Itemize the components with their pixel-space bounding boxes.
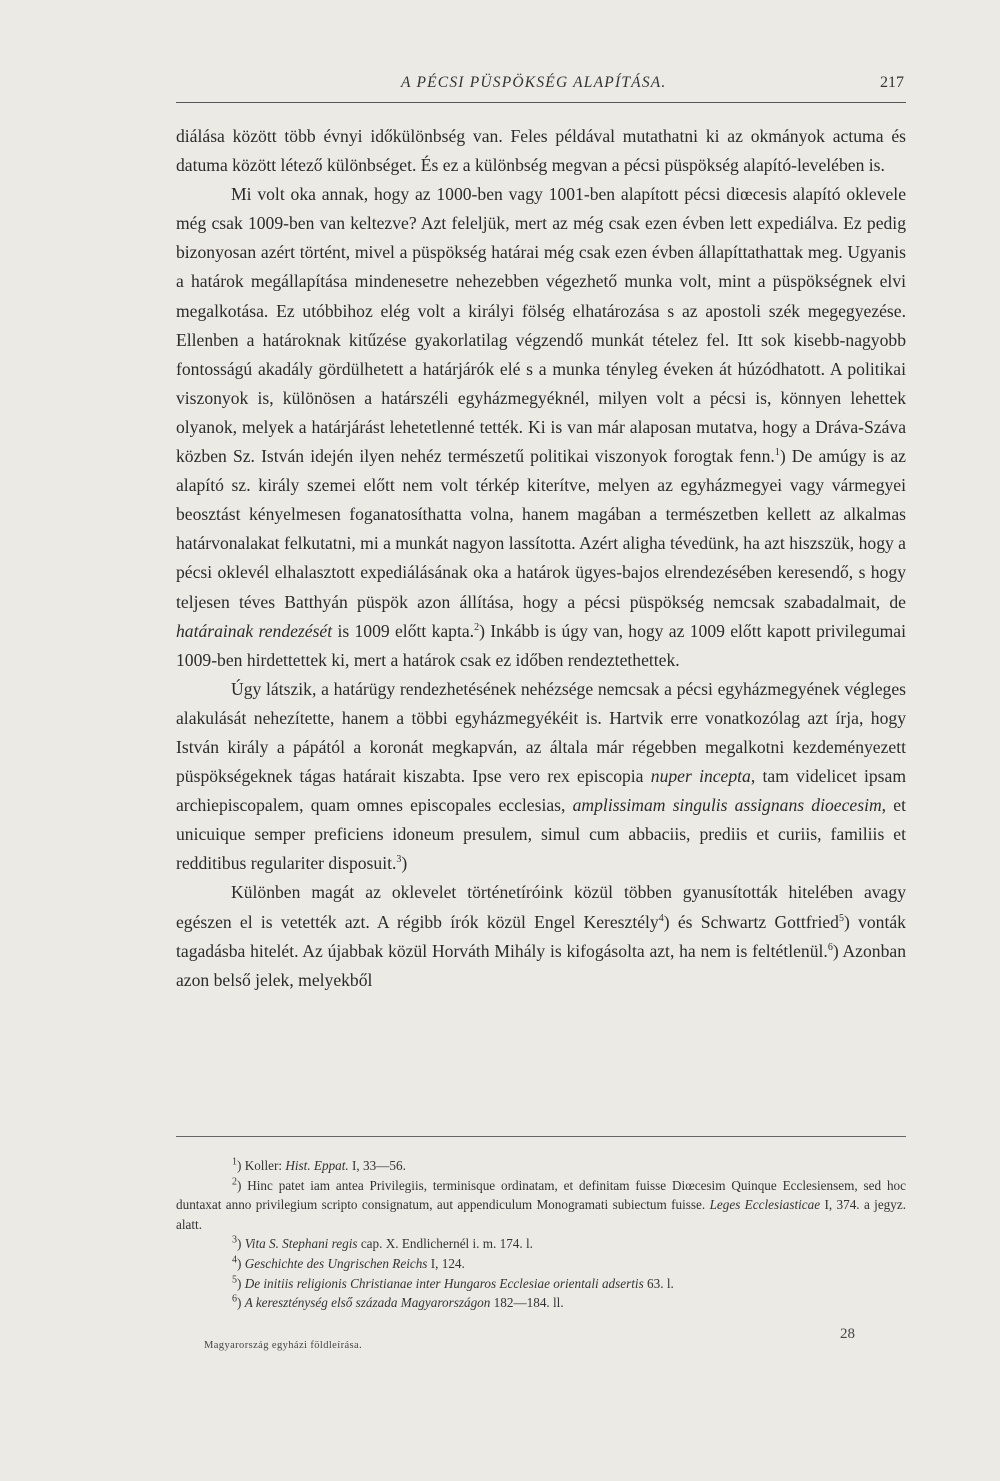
footnote-divider <box>176 1136 906 1137</box>
paragraph-3: Úgy látszik, a határügy rendezhetésének nehézsége nemcsak a pécsi egyházmegyének végleges alakulását nehezítette, hanem a többi egyházmegyékéit is. Hartvik erre vonatkozólag azt írja, hogy István király a pápától a koronát megkapván, az általa már régebben megalkotni kezdeményezett püspökségeknek tágas határait kiszabta. Ipse vero rex episcopia nuper incepta, tam videlicet ipsam archiepiscopalem, quam omnes episcopales ecclesias, amplissimam singulis assignans dioecesim, et unicuique semper preficiens idoneum presulem, simul cum abbaciis, prediis et curiis, familiis et redditibus regulariter disposuit.$^3$) <box>176 678 907 874</box>
footnote-ref-2: 2 <box>474 621 480 633</box>
paragraph-1: diálása között több évnyi időkülönbség van. Feles példával mutathatni ki az okmányok actuma és datuma között létező különbséget. És ez a különbség megvan a pécsi püspökség alapító-levelében is. <box>176 126 906 176</box>
footnote-2: $^2$) Hinc patet iam antea Privilegiis, terminisque ordinatam, et definitam fuisse Diœcesim Quinque Ecclesiensem, sed hoc duntaxat anno privilegium scripto consignatum, aut appendiculum Monogramati subiectum fuisse. Leges Ecclesiasticae I, 374. a jegyz. alatt. <box>176 1176 907 1232</box>
footnote-3: $^3$) Vita S. Stephani regis cap. X. Endlichernél i. m. 174. l. <box>232 1234 533 1252</box>
header-divider <box>176 102 906 103</box>
paragraph-2: Mi volt oka annak, hogy az 1000-ben vagy 1001-ben alapított pécsi diœcesis alapító oklevele még csak 1009-ben van keltezve? Azt feleljük, mert az még csak ezen évben lett expediálva. Ez pedig bizonyosan azért történt, mivel a püspökség határai még csak ezen évben állapíttathattak meg. Ugyanis a határok megállapítása mindenesetre nehezebben végezhető munka volt, mint a püspökségnek elvi megalkotása. Ez utóbbihoz elég volt a királyi fölség elhatározása s az apostoli szék megegyezése. Ellenben a határoknak kitűzése gyakorlatilag végzendő munkát tételez fel. Itt sok kisebb-nagyobb fontosságú akadály gördülhetett a határjárók elé s a munka tényleg éveken át húzódhatott. A politikai viszonyok is, különösen a határszéli egyházmegyéknél, milyen volt a pécsi is, könnyen lehettek olyanok, melyek a határjárást lehetetlenné tették. Ki is van már alaposan mutatva, hogy a Dráva-Száva közben Sz. István idején ilyen nehéz természetű politikai viszonyok forogtak fenn.$^1$) De amúgy is az alapító sz. király szemei előtt nem volt térkép kiterítve, melyen az egyházmegyei vagy vármegyei beosztást kényelmesen foganatosíthatta volna, hanem magában a természetben kellett az alkalmas határvonalakat felkutatni, mi a munkát nagyon lassította. Azért aligha tévedünk, ha azt hiszszük, hogy a pécsi oklevél elhalasztott expediálásának oka a határok ügyes-bajos elrendezésében keresendő, s hogy teljesen téves Batthyán püspök azon állítása, hogy a pécsi püspökség nemcsak szabadalmait, de határainak rendezését is 1009 előtt kapta.$^2$) Inkább is úgy van, hogy az 1009 előtt kapott privilegumai 1009-ben hirdettettek ki, mert a határok csak ez időben rendeztethettek. <box>176 184 906 670</box>
footnote-ref-1: 1 <box>774 447 780 459</box>
printer-signature: Magyarország egyházi földleírása. <box>204 1340 363 1351</box>
footnote-4: $^4$) Geschichte des Ungrischen Reichs I, 124. <box>232 1254 465 1271</box>
footnote-ref-5: 5 <box>838 912 844 924</box>
footnote-ref-6: 6 <box>827 941 833 953</box>
footnote-1: $^1$) Koller: Hist. Eppat. I, 33—56. <box>232 1156 406 1173</box>
paragraph-4: Különben magát az oklevelet történetíróink közül többen gyanusították hitelében avagy egészen el is vetették azt. A régibb írók közül Engel Keresztély$^4$) és Schwartz Gottfried$^5$) vonták tagadásba hitelét. Az újabbak közül Horváth Mihály is kifogásolta azt, ha nem is feltétlenül.$^6$) Azonban azon belső jelek, melyekből <box>176 882 906 990</box>
running-header <box>176 72 906 102</box>
sheet-number: 28 <box>840 1326 855 1342</box>
footnote-5: $^5$) De initiis religionis Christianae inter Hungaros Ecclesiae orientali adsertis 63. l. <box>232 1274 674 1291</box>
page-number: 217 <box>880 74 904 91</box>
main-text <box>176 122 906 995</box>
latin-emphasis-2: amplissimam singulis assignans dioecesim <box>572 795 882 816</box>
latin-emphasis-1: nuper incepta <box>650 766 751 787</box>
footnote-ref-3: 3 <box>396 854 402 866</box>
emphasis-text: határainak rendezését <box>176 620 333 641</box>
footnotes <box>176 1156 906 1313</box>
footnote-ref-4: 4 <box>658 912 664 924</box>
running-title: A PÉCSI PÜSPÖKSÉG ALAPÍTÁSA. <box>401 74 667 91</box>
footnote-6: $^6$) A kereszténység első százada Magyarországon 182—184. ll. <box>232 1293 564 1311</box>
